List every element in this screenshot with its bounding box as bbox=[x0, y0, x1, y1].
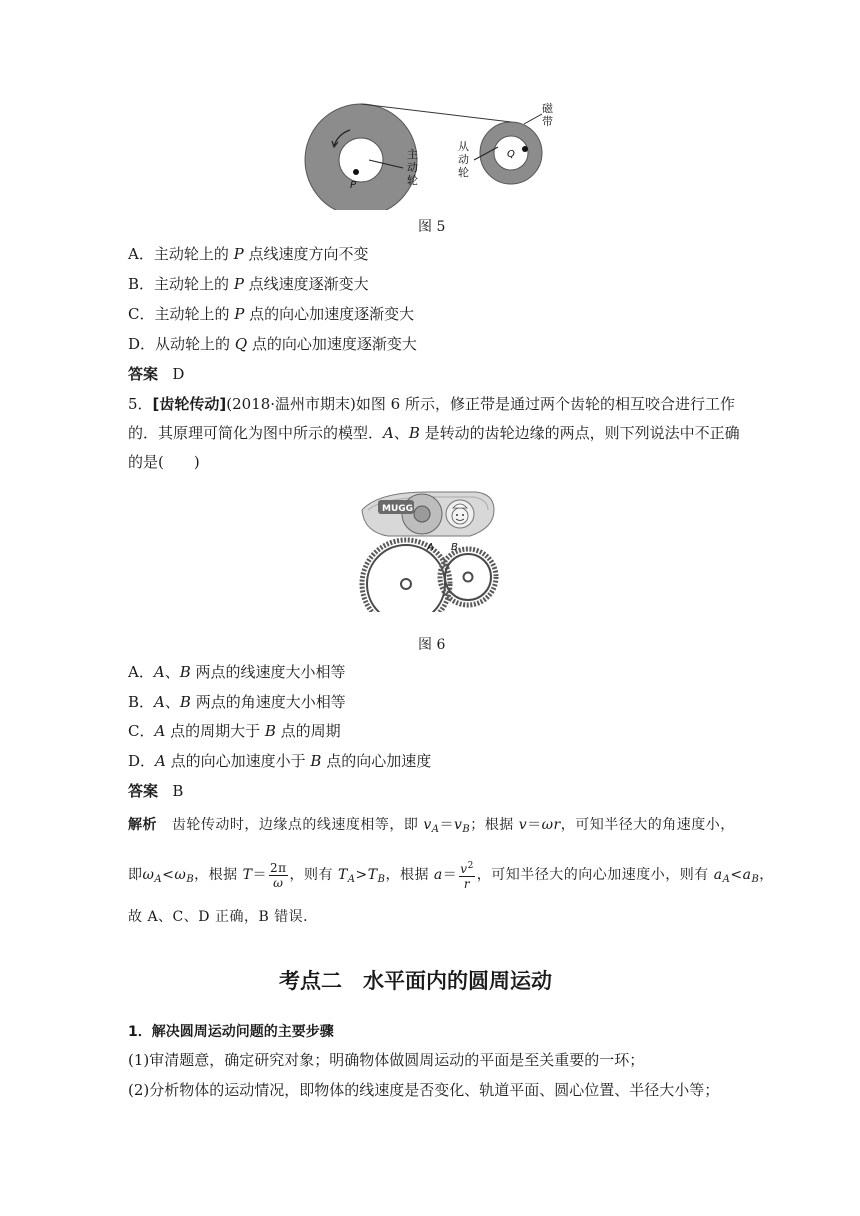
figure-6-caption: 图 6 bbox=[418, 637, 446, 653]
drive-wheel-hub bbox=[339, 138, 383, 182]
step-1: (1)审清题意，确定研究对象；明确物体做圆周运动的平面是至关重要的一环； bbox=[128, 1051, 645, 1069]
q4-option-c: C．主动轮上的 P 点的向心加速度逐渐变大 bbox=[128, 305, 415, 323]
correction-tape-photo bbox=[362, 492, 494, 536]
label-driven-1: 从 bbox=[458, 140, 469, 153]
figure-5-diagram bbox=[296, 100, 566, 210]
steps-title: 1．解决圆周运动问题的主要步骤 bbox=[128, 1024, 334, 1040]
fraction-v2-r: $\frac{v^2}{r}$ bbox=[460, 861, 474, 891]
answer-value: D bbox=[172, 365, 185, 383]
q5-option-a: A．A、B 两点的线速度大小相等 bbox=[128, 663, 346, 681]
chef-face-icon bbox=[452, 508, 468, 524]
figure-6-diagram bbox=[358, 488, 508, 612]
point-Q-dot bbox=[522, 146, 528, 152]
label-drive-1: 主 bbox=[407, 148, 418, 161]
answer-value: B bbox=[172, 782, 184, 800]
q5-stem-line-2: 的．其原理可简化为图中所示的模型．A、B 是转动的齿轮边缘的两点，则下列说法中不正确 bbox=[128, 424, 740, 442]
label-P: P bbox=[350, 180, 357, 191]
q4-option-b: B．主动轮上的 P 点线速度逐渐变大 bbox=[128, 275, 369, 293]
label-driven-2: 动 bbox=[458, 153, 469, 166]
fig-label-A: A bbox=[427, 542, 434, 553]
fraction-2pi-omega: $\frac{2\pi}{\omega}$ bbox=[269, 860, 287, 890]
label-Q: Q bbox=[507, 149, 515, 160]
mugg-brand-logo: MUGG bbox=[382, 504, 414, 514]
analysis-line-1: 解析 齿轮传动时，边缘点的线速度相等，即 $v_A=v_B$；根据 v＝ωr，可知半径大的角速度小， bbox=[128, 817, 735, 835]
answer-label: 答案 bbox=[128, 365, 159, 383]
fig-label-B: B bbox=[451, 542, 458, 553]
q4-option-d: D．从动轮上的 Q 点的向心加速度逐渐变大 bbox=[128, 335, 417, 353]
q4-answer bbox=[128, 364, 184, 384]
label-drive-2: 动 bbox=[407, 161, 418, 174]
gear-large bbox=[362, 540, 450, 612]
q5-option-c: C．A 点的周期大于 B 点的周期 bbox=[128, 722, 341, 740]
label-tape-2: 带 bbox=[542, 115, 553, 128]
analysis-label: 解析 bbox=[128, 817, 157, 833]
section-title: 考点二 水平面内的圆周运动 bbox=[279, 969, 552, 993]
q5-stem-line-3: 的是( ) bbox=[128, 453, 200, 471]
q5-option-b: B．A、B 两点的角速度大小相等 bbox=[128, 693, 346, 711]
figure-5-caption: 图 5 bbox=[418, 219, 446, 235]
point-P-dot bbox=[353, 169, 359, 175]
label-driven-3: 轮 bbox=[458, 166, 469, 179]
q5-answer bbox=[128, 781, 183, 801]
analysis-line-3: 故 A、C、D 正确，B 错误． bbox=[128, 909, 318, 925]
label-drive-3: 轮 bbox=[407, 174, 418, 187]
step-2: (2)分析物体的运动情况，即物体的线速度是否变化、轨道平面、圆心位置、半径大小等； bbox=[128, 1081, 720, 1099]
q5-option-d: D．A 点的向心加速度小于 B 点的向心加速度 bbox=[128, 752, 432, 770]
q4-option-a: A．主动轮上的 P 点线速度方向不变 bbox=[128, 245, 369, 263]
label-tape-1: 磁 bbox=[542, 102, 553, 115]
q5-tag: [齿轮传动] bbox=[152, 395, 227, 413]
gear-small bbox=[440, 549, 496, 605]
q5-stem-line-1: 5．[齿轮传动](2018·温州市期末)如图 6 所示，修正带是通过两个齿轮的相互咬合进行工作 bbox=[128, 395, 735, 413]
analysis-line-2: 即$\omega_A<\omega_B$，根据 T＝ $\frac{2\pi}{\omega}$ ，则有 $T_A>T_B$，根据 a＝ $\frac{v^2}{r}$ ，可知半径大的向心加速度小，则有 $a_A<a_B$， bbox=[128, 860, 774, 891]
answer-label: 答案 bbox=[128, 782, 159, 800]
